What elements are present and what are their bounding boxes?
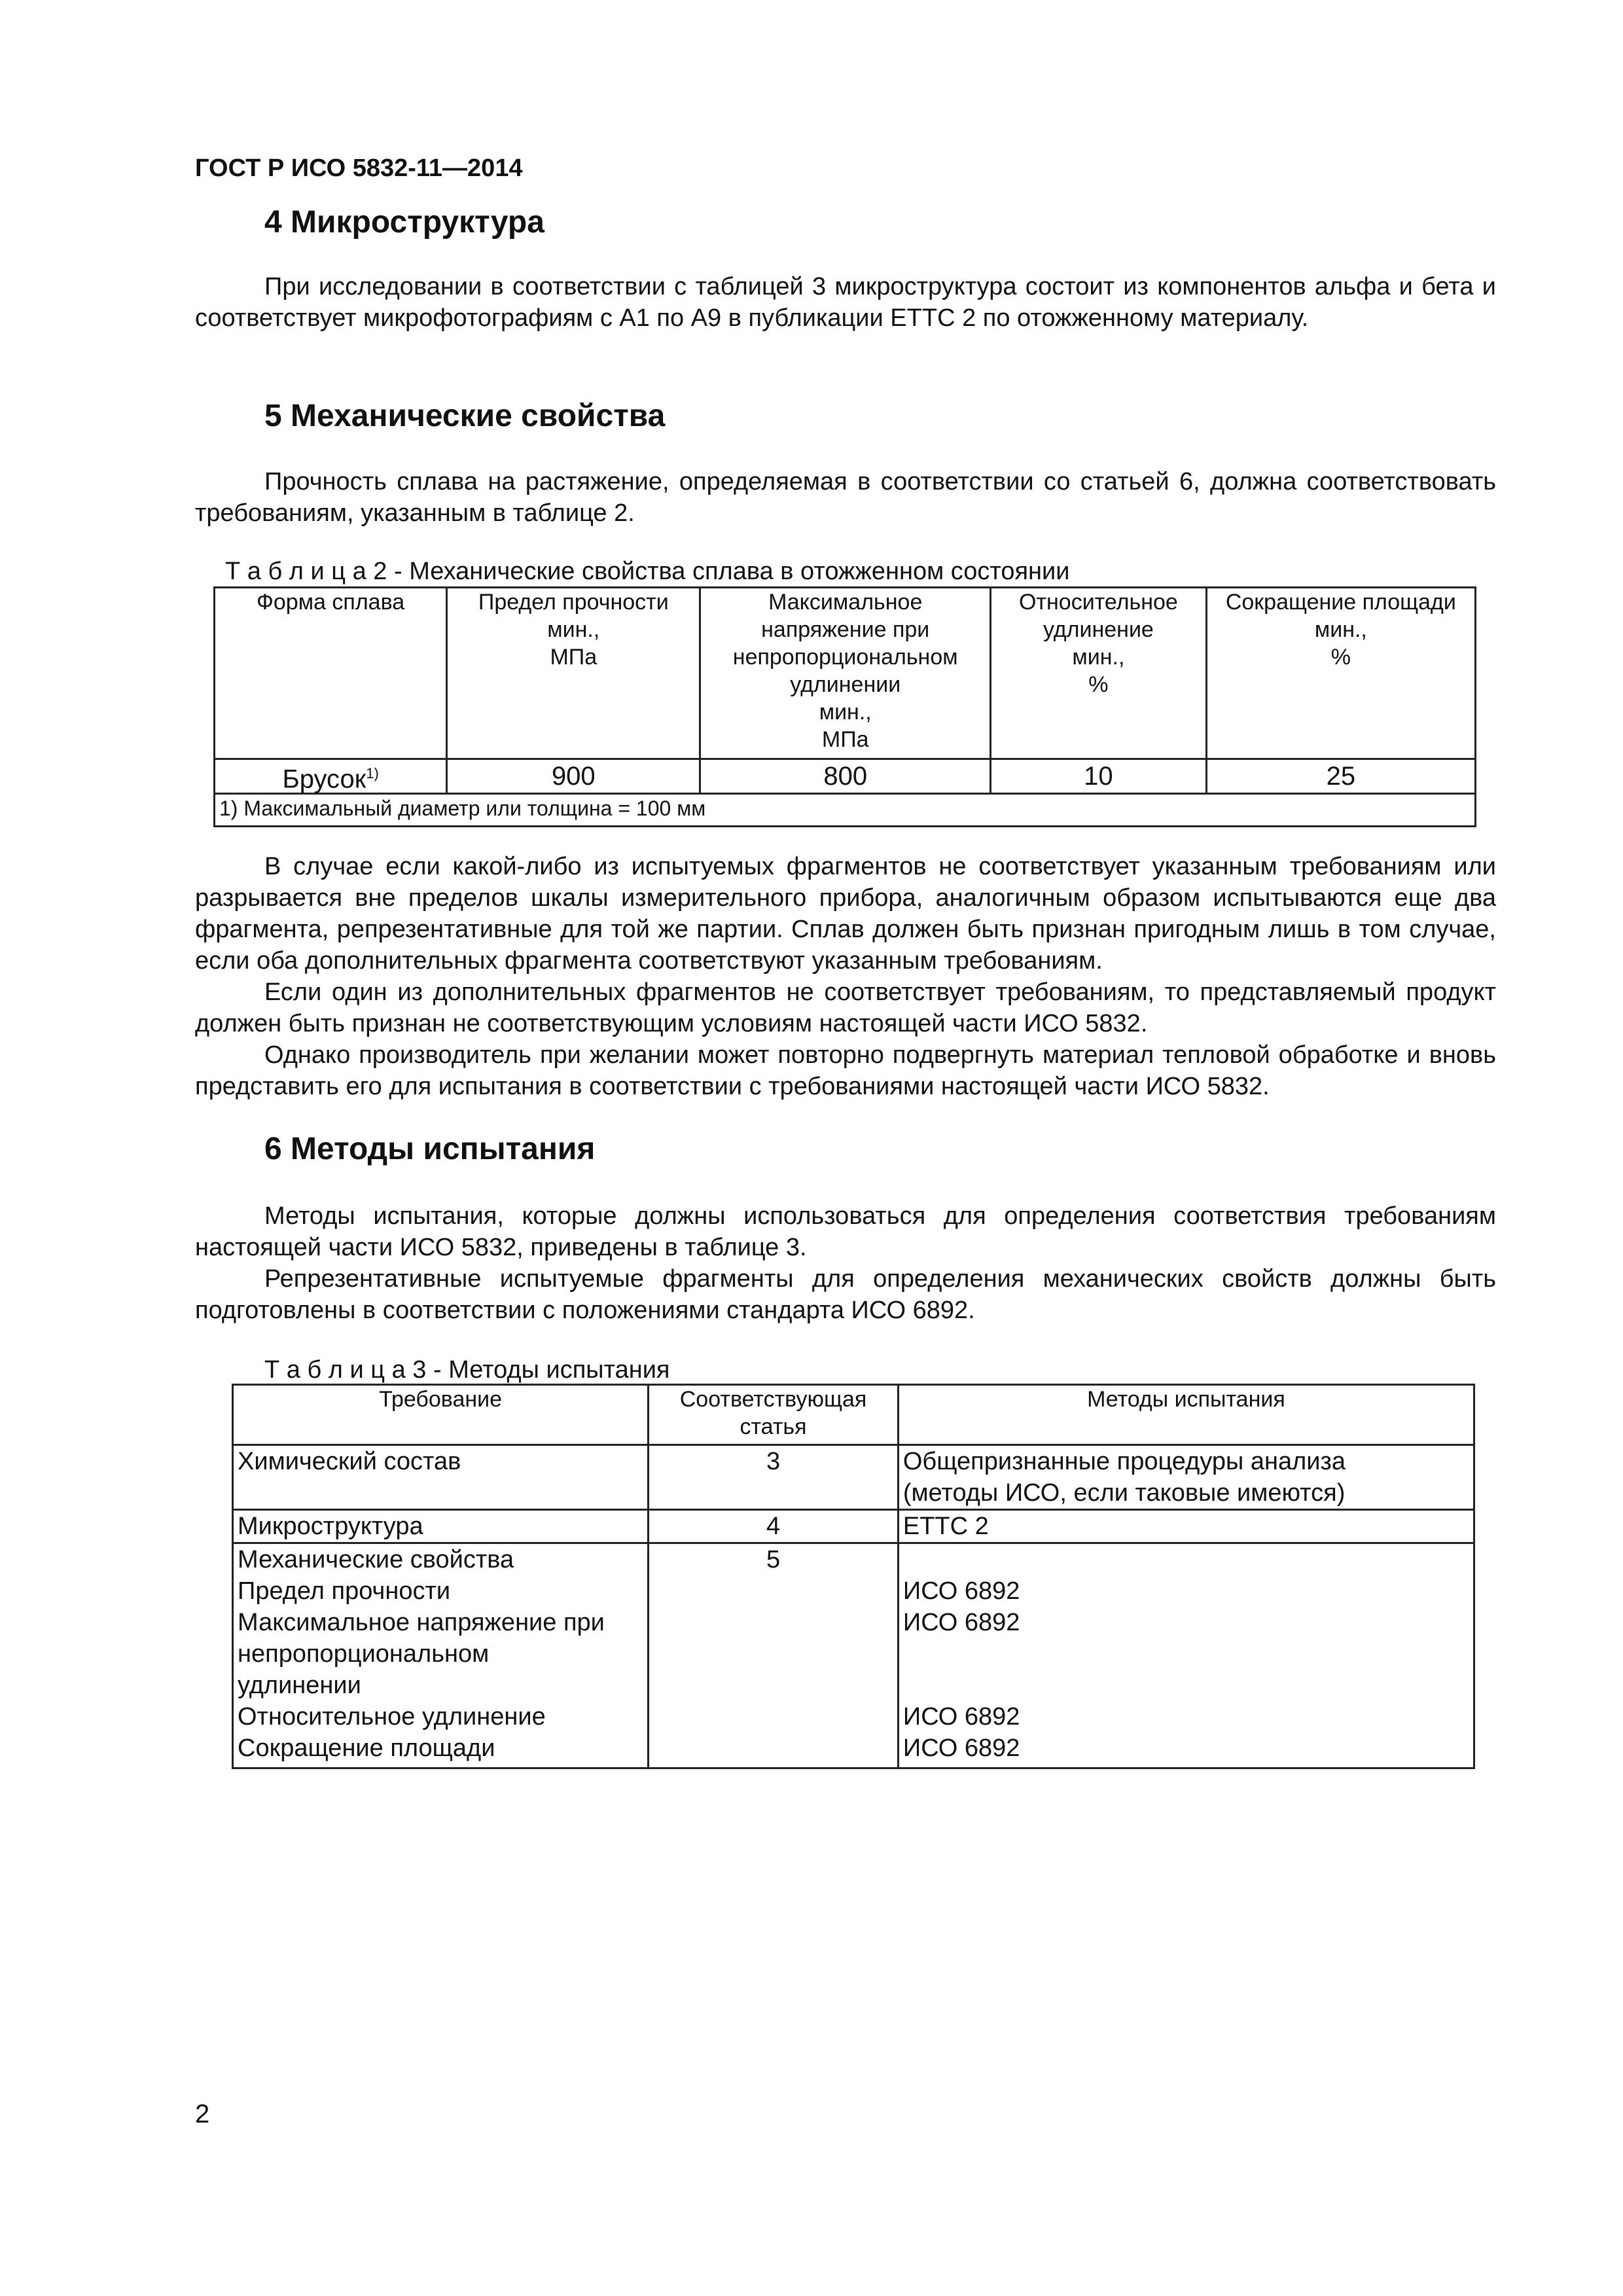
table-header-row	[233, 1385, 1474, 1445]
table-header-cell: Методы испытания	[898, 1385, 1474, 1445]
table-header-cell: Предел прочности мин., МПа	[447, 588, 700, 759]
table-2-caption: Т а б л и ц а 2 - Механические свойства сплава в отожженном состоянии	[225, 558, 1070, 585]
paragraph: Если один из дополнительных фрагментов не соответствует требованиям, то представляемый продукт должен быть признан не соответствующим условиям настоящей части ИСО 5832.	[195, 978, 1496, 1037]
table-2	[213, 586, 1476, 827]
paragraph: При исследовании в соответствии с таблицей 3 микроструктура состоит из компонентов альфа и бета и соответствует микрофотографиям с А1 по А9 в публикации ЕТТС 2 по отожженному материалу.	[195, 273, 1496, 332]
table-row	[215, 759, 1476, 794]
table-row	[233, 1510, 1474, 1543]
table-2-followup-text	[195, 851, 1496, 1102]
paragraph: В случае если какой-либо из испытуемых фрагментов не соответствует указанным требованиям или разрывается вне пределов шкалы измерительного прибора, аналогичным образом испытываются еще два фрагмента, репрезентативные для той же партии. Сплав должен быть признан пригодным лишь в том случае, если оба дополнительных фрагмента соответствуют указанным требованиям.	[195, 853, 1496, 975]
table-note-row	[215, 794, 1476, 827]
table-cell: Брусок$^{1)}$	[215, 759, 447, 794]
table-cell: ЕТТС 2	[898, 1510, 1474, 1543]
paragraph: Прочность сплава на растяжение, определяемая в соответствии со статьей 6, должна соответствовать требованиям, указанным в таблице 2.	[195, 468, 1496, 527]
table-header-row	[215, 588, 1476, 759]
table-cell: 900	[447, 759, 700, 794]
table-cell: Общепризнанные процедуры анализа (методы ИСО, если таковые имеются)	[898, 1445, 1474, 1510]
page-number: 2	[195, 2100, 210, 2128]
table-cell: ИСО 6892 ИСО 6892 ИСО 6892 ИСО 6892	[898, 1543, 1474, 1768]
table-cell: Микроструктура	[233, 1510, 649, 1543]
paragraph: Методы испытания, которые должны использоваться для определения соответствия требованиям настоящей части ИСО 5832, приведены в таблице 3.	[195, 1202, 1496, 1261]
table-header-cell: Сокращение площади мин., %	[1206, 588, 1475, 759]
section-4-text	[195, 271, 1496, 334]
table-row	[233, 1543, 1474, 1768]
table-cell: 5	[649, 1543, 899, 1768]
section-6-text	[195, 1200, 1496, 1326]
table-cell: 25	[1206, 759, 1475, 794]
table-cell: 3	[649, 1445, 899, 1510]
document-header: ГОСТ Р ИСО 5832-11—2014	[195, 154, 523, 182]
table-cell: 800	[700, 759, 991, 794]
table-header-cell: Форма сплава	[215, 588, 447, 759]
section-5-text	[195, 466, 1496, 529]
table-cell: 10	[991, 759, 1207, 794]
table-header-cell: Требование	[233, 1385, 649, 1445]
table-cell: Механические свойства Предел прочности Максимальное напряжение при непропорциональном удлинении Относительное удлинение Сокращение площади	[233, 1543, 649, 1768]
section-6-title: 6 Методы испытания	[264, 1132, 596, 1166]
table-3-caption: Т а б л и ц а 3 - Методы испытания	[264, 1356, 670, 1384]
paragraph: Репрезентативные испытуемые фрагменты для определения механических свойств должны быть подготовлены в соответствии с положениями стандарта ИСО 6892.	[195, 1265, 1496, 1324]
section-4-title: 4 Микроструктура	[264, 205, 544, 240]
table-header-cell: Соответствующая статья	[649, 1385, 899, 1445]
table-header-cell: Относительное удлинение мин., %	[991, 588, 1207, 759]
table-footnote: 1) Максимальный диаметр или толщина = 100 мм	[215, 794, 1476, 827]
paragraph: Однако производитель при желании может повторно подвергнуть материал тепловой обработке и вновь представить его для испытания в соответствии с требованиями настоящей части ИСО 5832.	[195, 1041, 1496, 1100]
table-header-cell: Максимальное напряжение при непропорциональном удлинении мин., МПа	[700, 588, 991, 759]
table-cell: 4	[649, 1510, 899, 1543]
table-row	[233, 1445, 1474, 1510]
section-5-title: 5 Механические свойства	[264, 399, 666, 433]
table-cell: Химический состав	[233, 1445, 649, 1510]
table-3	[232, 1384, 1475, 1769]
